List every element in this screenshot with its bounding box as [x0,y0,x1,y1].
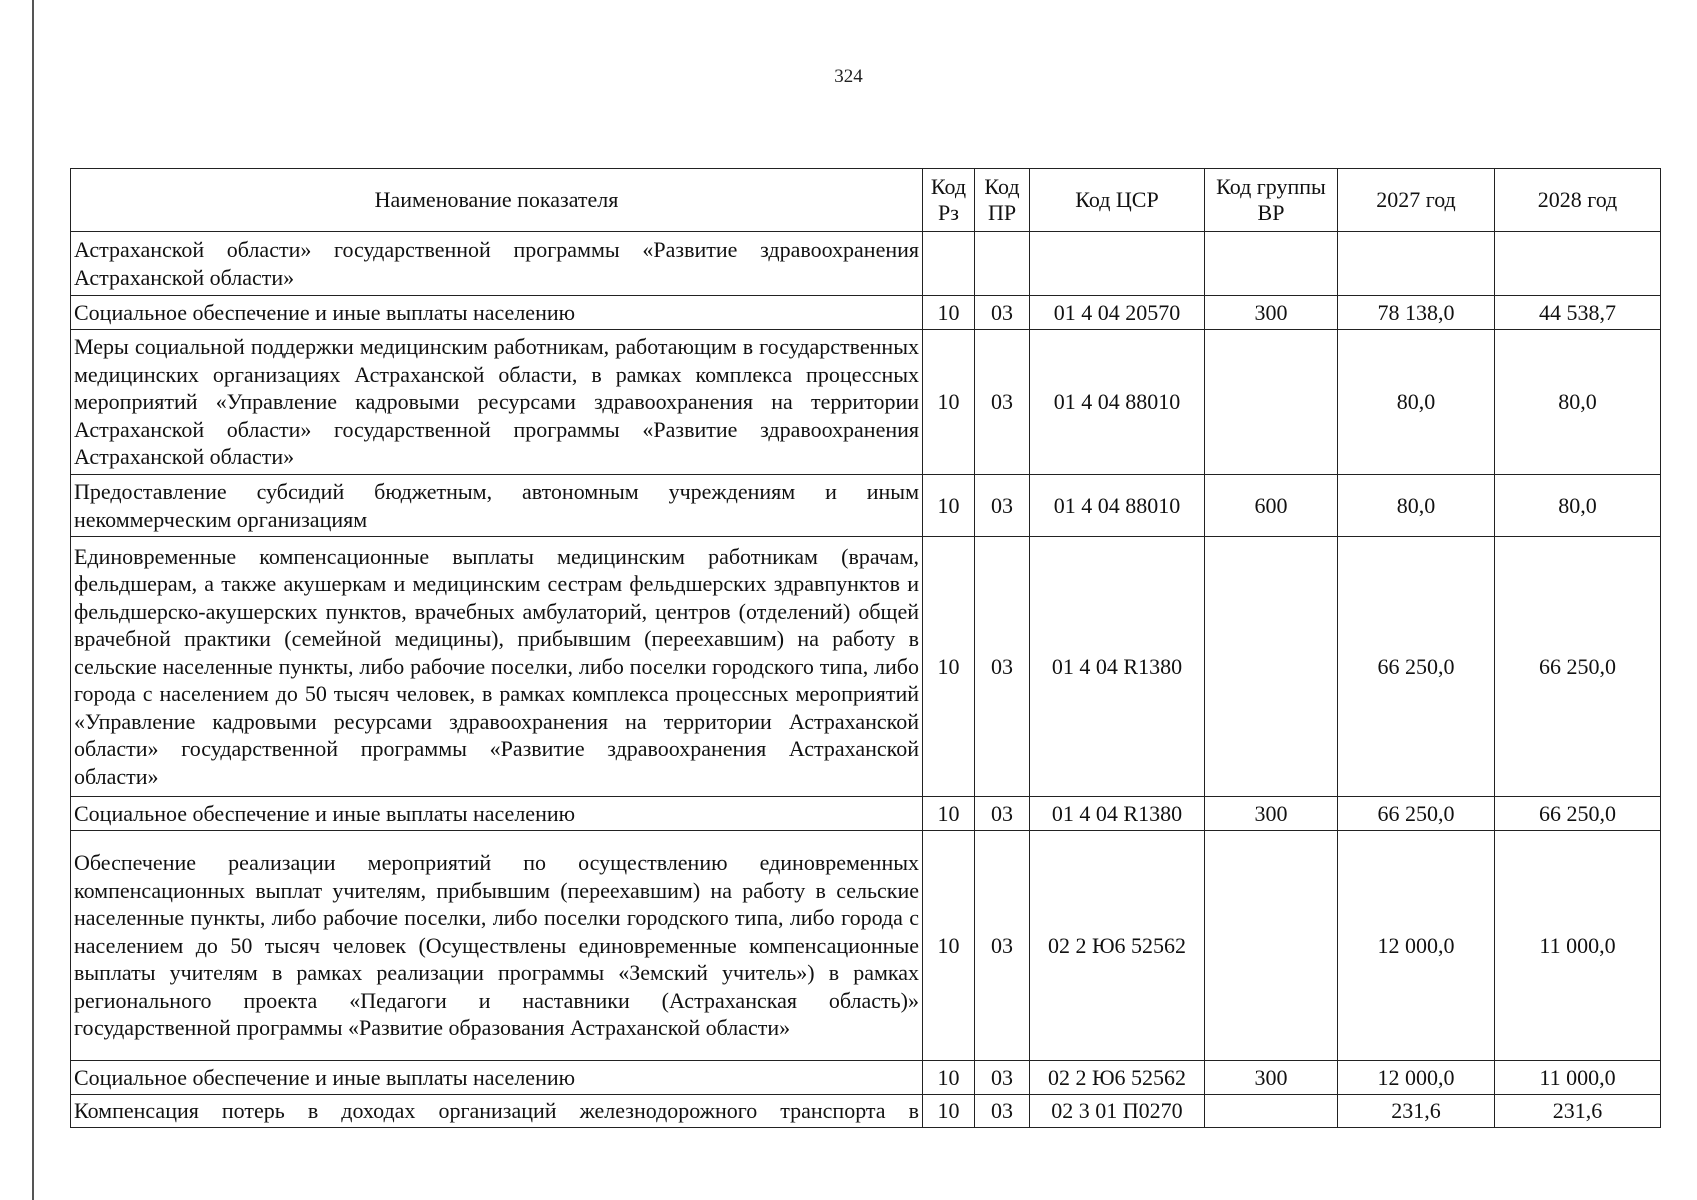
row-pr: 03 [975,831,1030,1061]
table-row [71,797,1661,831]
table-row [71,475,1661,537]
row-csr: 02 2 Ю6 52562 [1030,1061,1205,1095]
table-row [71,232,1661,296]
row-name: Социальное обеспечение и иные выплаты населению [71,797,923,831]
row-2027: 231,6 [1338,1095,1495,1128]
row-2027: 12 000,0 [1338,831,1495,1061]
budget-table [70,168,1661,1128]
row-2027: 66 250,0 [1338,537,1495,797]
row-vr [1205,330,1338,475]
row-2028: 66 250,0 [1495,537,1661,797]
table-row [71,330,1661,475]
row-2027: 80,0 [1338,475,1495,537]
page-number: 324 [834,66,863,87]
row-csr: 02 3 01 П0270 [1030,1095,1205,1128]
header-2027: 2027 год [1338,169,1495,232]
row-2028: 11 000,0 [1495,1061,1661,1095]
row-name: Обеспечение реализации мероприятий по осуществлению единовременных компенсационных выплат учителям, прибывшим (переехавшим) на работу в сельские населенные пункты, либо рабочие поселки, либо поселки городского типа, либо города с населением до 50 тысяч человек (Осуществлены единовременные компенсационные выплаты учителям в рамках реализации программы «Земский учитель») в рамках регионального проекта «Педагоги и наставники (Астраханская область)» государственной программы «Развитие образования Астраханской области» [71,831,923,1061]
row-2028: 66 250,0 [1495,797,1661,831]
table-header-row [71,169,1661,232]
row-pr: 03 [975,475,1030,537]
row-csr: 01 4 04 R1380 [1030,797,1205,831]
row-rz: 10 [923,296,975,330]
row-pr: 03 [975,1095,1030,1128]
row-2027 [1338,232,1495,296]
row-vr: 300 [1205,797,1338,831]
row-2028: 11 000,0 [1495,831,1661,1061]
row-rz: 10 [923,537,975,797]
row-rz: 10 [923,797,975,831]
row-2027: 66 250,0 [1338,797,1495,831]
row-vr: 300 [1205,296,1338,330]
row-vr [1205,1095,1338,1128]
header-name: Наименование показателя [71,169,923,232]
row-vr: 300 [1205,1061,1338,1095]
row-vr: 600 [1205,475,1338,537]
row-rz: 10 [923,1061,975,1095]
row-name: Меры социальной поддержки медицинским работникам, работающим в государственных медицинских организациях Астраханской области, в рамках комплекса процессных мероприятий «Управление кадровыми ресурсами здравоохранения на территории Астраханской области» государственной программы «Развитие здравоохранения Астраханской области» [71,330,923,475]
row-2027: 78 138,0 [1338,296,1495,330]
row-pr: 03 [975,296,1030,330]
row-pr: 03 [975,797,1030,831]
row-2028 [1495,232,1661,296]
row-2027: 80,0 [1338,330,1495,475]
row-vr [1205,232,1338,296]
row-csr: 01 4 04 88010 [1030,475,1205,537]
row-csr [1030,232,1205,296]
row-vr [1205,537,1338,797]
row-rz: 10 [923,831,975,1061]
header-csr: Код ЦСР [1030,169,1205,232]
row-rz: 10 [923,330,975,475]
row-rz [923,232,975,296]
row-name: Социальное обеспечение и иные выплаты населению [71,296,923,330]
row-name: Единовременные компенсационные выплаты медицинским работникам (врачам, фельдшерам, а также акушеркам и медицинским сестрам фельдшерских здравпунктов и фельдшерско-акушерских пунктов, врачебных амбулаторий, центров (отделений) общей врачебной практики (семейной медицины), прибывшим (переехавшим) на работу в сельские населенные пункты, либо рабочие поселки, либо поселки городского типа, либо города с населением до 50 тысяч человек, в рамках комплекса процессных мероприятий «Управление кадровыми ресурсами здравоохранения на территории Астраханской области» государственной программы «Развитие здравоохранения Астраханской области» [71,537,923,797]
row-csr: 01 4 04 20570 [1030,296,1205,330]
row-name: Компенсация потерь в доходах организаций железнодорожного транспорта в [71,1095,923,1128]
row-csr: 01 4 04 R1380 [1030,537,1205,797]
row-pr: 03 [975,537,1030,797]
row-2028: 44 538,7 [1495,296,1661,330]
row-pr: 03 [975,1061,1030,1095]
row-csr: 02 2 Ю6 52562 [1030,831,1205,1061]
row-pr: 03 [975,330,1030,475]
header-vr: Код группы ВР [1205,169,1338,232]
row-pr [975,232,1030,296]
row-2028: 80,0 [1495,330,1661,475]
header-2028: 2028 год [1495,169,1661,232]
row-name: Предоставление субсидий бюджетным, автономным учреждениям и иным некоммерческим организациям [71,475,923,537]
row-2028: 80,0 [1495,475,1661,537]
row-name: Социальное обеспечение и иные выплаты населению [71,1061,923,1095]
header-pr: Код ПР [975,169,1030,232]
row-name: Астраханской области» государственной программы «Развитие здравоохранения Астраханской области» [71,232,923,296]
row-2028: 231,6 [1495,1095,1661,1128]
row-rz: 10 [923,1095,975,1128]
row-2027: 12 000,0 [1338,1061,1495,1095]
table-row [71,1095,1661,1128]
table-row [71,296,1661,330]
row-rz: 10 [923,475,975,537]
row-vr [1205,831,1338,1061]
table-row [71,831,1661,1061]
table-row [71,537,1661,797]
header-rz: Код Рз [923,169,975,232]
row-csr: 01 4 04 88010 [1030,330,1205,475]
binding-margin-line [32,0,34,1200]
table-row [71,1061,1661,1095]
